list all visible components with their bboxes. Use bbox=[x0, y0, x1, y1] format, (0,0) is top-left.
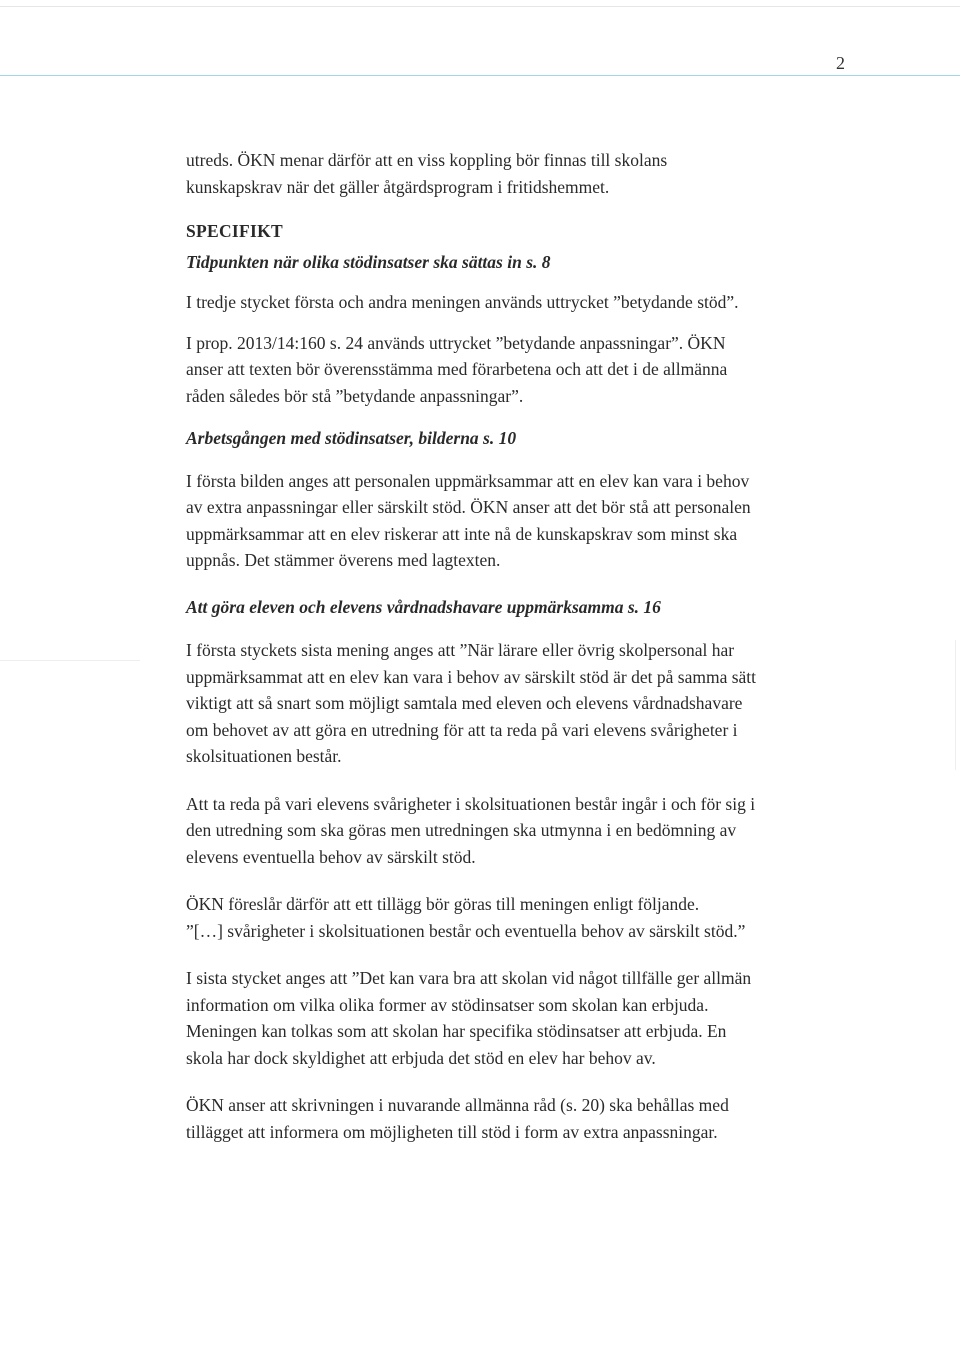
paragraph bbox=[186, 791, 836, 871]
text-line: av extra anpassningar eller särskilt stöd. ÖKN anser att det bör stå att personalen bbox=[186, 497, 751, 517]
paragraph bbox=[186, 468, 836, 574]
text-line: anser att texten bör överensstämma med förarbetena och att det i de allmänna bbox=[186, 359, 728, 379]
section-heading: Tidpunkten när olika stödinsatser ska sättas in s. 8 bbox=[186, 251, 551, 272]
text-line: tillägget att informera om möjligheten till stöd i form av extra anpassningar. bbox=[186, 1121, 718, 1142]
text-line: I första styckets sista mening anges att ”När lärare eller övrig skolpersonal har bbox=[186, 640, 735, 660]
document-body bbox=[186, 147, 836, 1165]
text-line: ÖKN föreslår därför att ett tillägg bör göras till meningen enligt följande. bbox=[186, 894, 700, 914]
text-line: råden således bör stå ”betydande anpassningar”. bbox=[186, 385, 524, 406]
paragraph bbox=[186, 637, 836, 770]
paragraph bbox=[186, 289, 836, 316]
intro-paragraph bbox=[186, 147, 836, 200]
text-line: ÖKN anser att skrivningen i nuvarande allmänna råd (s. 20) ska behållas med bbox=[186, 1095, 729, 1115]
text-line: uppmärksammat att en elev kan vara i behov av särskilt stöd är det på samma sätt bbox=[186, 666, 757, 687]
text-line: Meningen kan tolkas som att skolan har specifika stödinsatser att erbjuda. En bbox=[186, 1021, 727, 1041]
text-line: viktigt att så snart som möjligt samtala med eleven och elevens vårdnadshavare bbox=[186, 693, 743, 713]
paragraph bbox=[186, 965, 836, 1071]
paragraph bbox=[186, 891, 836, 944]
page-number: 2 bbox=[836, 53, 845, 73]
header-rule bbox=[0, 75, 960, 76]
section-heading: Arbetsgången med stödinsatser, bilderna s. 10 bbox=[186, 428, 517, 448]
scan-mark-left bbox=[0, 660, 140, 661]
text-line: skola har dock skyldighet att erbjuda det stöd en elev har behov av. bbox=[186, 1047, 656, 1068]
top-scan-rule bbox=[0, 6, 960, 7]
text-line: den utredning som ska göras men utredningen ska utmynna i en bedömning av bbox=[186, 820, 737, 840]
text-line: information om vilka olika former av stödinsatser som skolan kan erbjuda. bbox=[186, 994, 709, 1015]
scan-mark-right bbox=[955, 640, 956, 770]
section-title: SPECIFIKT bbox=[186, 221, 284, 241]
text-line: ”[…] svårigheter i skolsituationen består och eventuella behov av särskilt stöd.” bbox=[186, 920, 746, 941]
text-line: uppnås. Det stämmer överens med lagtexten. bbox=[186, 550, 501, 570]
text-line: I sista stycket anges att ”Det kan vara bra att skolan vid något tillfälle ger allmän bbox=[186, 968, 752, 988]
text-line: kunskapskrav när det gäller åtgärdsprogram i fritidshemmet. bbox=[186, 176, 610, 197]
section-heading: Att göra eleven och elevens vårdnadshavare uppmärksamma s. 16 bbox=[186, 596, 661, 617]
text-line: I prop. 2013/14:160 s. 24 används uttrycket ”betydande anpassningar”. ÖKN bbox=[186, 332, 726, 353]
text-line: Att ta reda på vari elevens svårigheter i skolsituationen består ingår i och för sig i bbox=[186, 793, 756, 814]
text-line: elevens eventuella behov av särskilt stöd. bbox=[186, 846, 476, 867]
text-line: I första bilden anges att personalen uppmärksammar att en elev kan vara i behov bbox=[186, 470, 750, 491]
text-line: uppmärksammar att en elev riskerar att inte nå de kunskapskrav som minst ska bbox=[186, 523, 738, 544]
text-line: skolsituationen består. bbox=[186, 746, 342, 766]
paragraph bbox=[186, 1092, 836, 1145]
paragraph bbox=[186, 330, 836, 410]
text-line: I tredje stycket första och andra meningen används uttrycket ”betydande stöd”. bbox=[186, 292, 739, 312]
text-line: utreds. ÖKN menar därför att en viss koppling bör finnas till skolans bbox=[186, 150, 668, 170]
text-line: om behovet av att göra en utredning för att ta reda på vari elevens svårigheter i bbox=[186, 719, 738, 740]
